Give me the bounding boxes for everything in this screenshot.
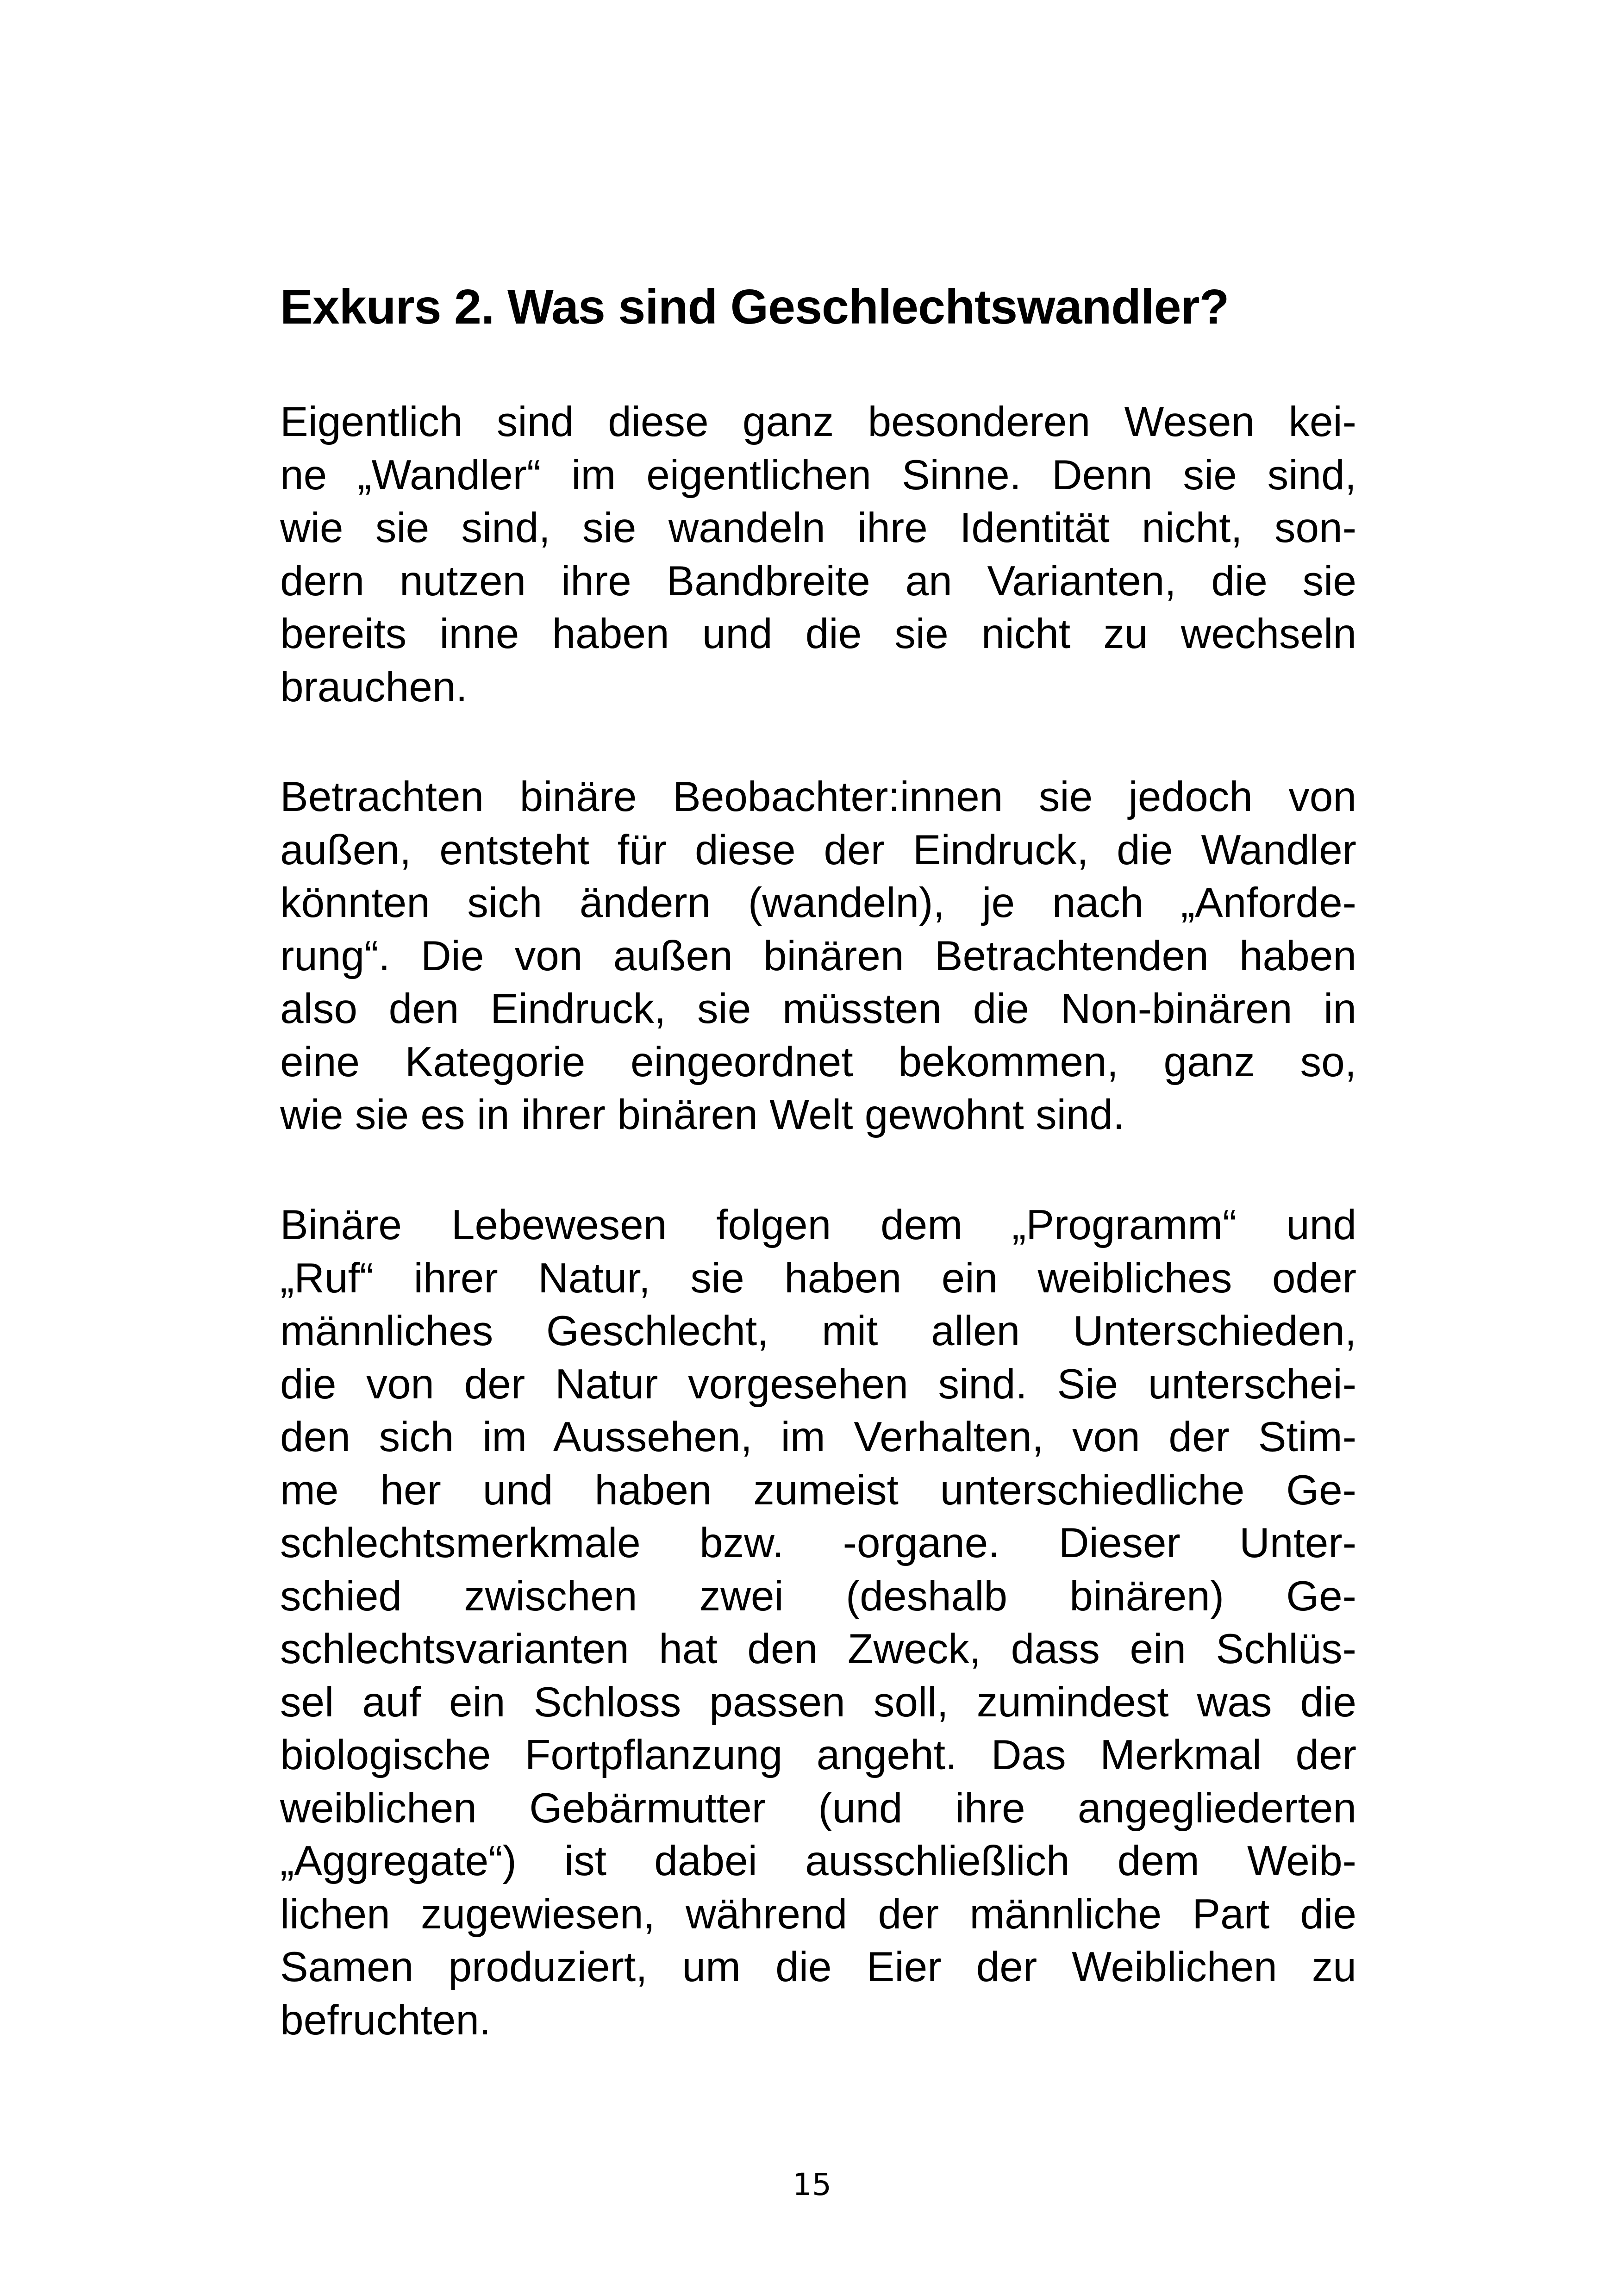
page-number: 15 xyxy=(793,2167,831,2202)
text-line: sel auf ein Schloss passen soll, zumindest was die xyxy=(280,1678,1356,1726)
paragraph-1 xyxy=(280,396,1356,714)
text-line: außen, entsteht für diese der Eindruck, die Wandler xyxy=(280,826,1356,873)
paragraph-2 xyxy=(280,771,1356,1142)
text-line: befruchten. xyxy=(280,1996,491,2044)
text-line: brauchen. xyxy=(280,663,468,711)
text-line: schied zwischen zwei (deshalb binären) Ge- xyxy=(280,1572,1356,1620)
text-line: Eigentlich sind diese ganz besonderen Wesen kei- xyxy=(280,399,1356,445)
text-line: wie sie es in ihrer binären Welt gewohnt sind. xyxy=(280,1091,1125,1138)
text-line: me her und haben zumeist unterschiedliche Ge- xyxy=(280,1466,1356,1514)
text-line: Binäre Lebewesen folgen dem „Programm“ und xyxy=(280,1202,1356,1248)
section-heading: Exkurs 2. Was sind Geschlechtswandler? xyxy=(280,280,1229,334)
text-line: weiblichen Gebärmutter (und ihre angegliederten xyxy=(280,1784,1356,1832)
text-line: dern nutzen ihre Bandbreite an Varianten, die sie xyxy=(280,557,1356,605)
text-line: also den Eindruck, sie müssten die Non-binären in xyxy=(280,985,1356,1032)
text-line: schlechtsmerkmale bzw. -organe. Dieser Unter- xyxy=(280,1520,1356,1566)
text-line: schlechtsvarianten hat den Zweck, dass ein Schlüs- xyxy=(280,1626,1356,1672)
text-line: rung“. Die von außen binären Betrachtenden haben xyxy=(280,932,1356,979)
paragraph-3 xyxy=(280,1199,1356,2047)
text-line: ne „Wandler“ im eigentlichen Sinne. Denn sie sind, xyxy=(280,451,1356,499)
text-line: eine Kategorie eingeordnet bekommen, ganz so, xyxy=(280,1038,1356,1085)
text-line: Samen produziert, um die Eier der Weiblichen zu xyxy=(280,1944,1356,1990)
text-line: den sich im Aussehen, im Verhalten, von der Stim- xyxy=(280,1414,1356,1460)
text-line: „Aggregate“) ist dabei ausschließlich dem Weib- xyxy=(280,1838,1356,1884)
text-line: die von der Natur vorgesehen sind. Sie unterschei- xyxy=(280,1360,1356,1408)
text-line: lichen zugewiesen, während der männliche Part die xyxy=(280,1890,1356,1938)
text-line: männliches Geschlecht, mit allen Unterschieden, xyxy=(280,1308,1356,1354)
text-line: Betrachten binäre Beobachter:innen sie jedoch von xyxy=(280,773,1356,820)
text-line: bereits inne haben und die sie nicht zu wechseln xyxy=(280,611,1356,657)
text-line: „Ruf“ ihrer Natur, sie haben ein weibliches oder xyxy=(280,1254,1356,1302)
text-line: wie sie sind, sie wandeln ihre Identität nicht, son- xyxy=(280,505,1356,551)
text-line: biologische Fortpflanzung angeht. Das Merkmal der xyxy=(280,1732,1356,1778)
text-line: könnten sich ändern (wandeln), je nach „Anforde- xyxy=(280,879,1356,926)
